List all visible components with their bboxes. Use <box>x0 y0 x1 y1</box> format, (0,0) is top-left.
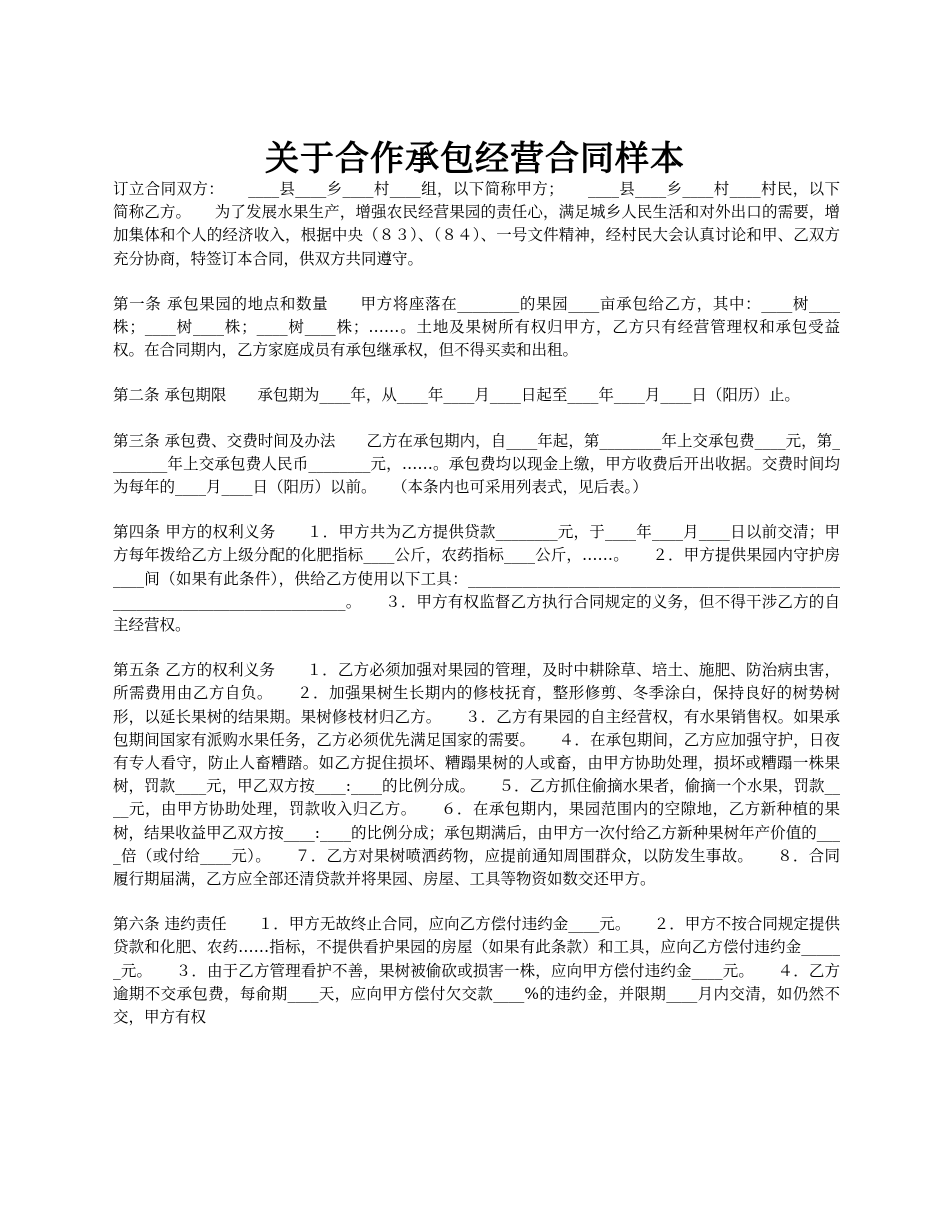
paragraph-article-5: 第五条 乙方的权利义务 １．乙方必须加强对果园的管理，及时中耕除草、培土、施肥、防治病虫害，所需费用由乙方自负。 ２．加强果树生长期内的修枝抚育，整形修剪、冬季涂白，保持良好的树势树形，以延长果树的结果期。果树修枝材归乙方。 ３．乙方有果园的自主经营权，有水果销售权。如果承包期间国家有派购水果任务，乙方必须优先满足国家的需要。 ４．在承包期间，乙方应加强守护，日夜有专人看守，防止人畜糟踏。如乙方捉住损坏、糟蹋果树的人或畜，由甲方协助处理，损坏或糟蹋一株果树，罚款____元，甲乙双方按____:____的比例分成。 ５．乙方抓住偷摘水果者，偷摘一个水果，罚款____元，由甲方协助处理，罚款收入归乙方。 ６．在承包期内，果园范围内的空隙地，乙方新种植的果树，结果收益甲乙双方按____:____的比例分成；承包期满后，由甲方一次付给乙方新种果树年产价值的____倍（或付给____元）。 ７．乙方对果树喷洒药物，应提前通知周围群众，以防发生事故。 ８．合同履行期届满，乙方应全部还清贷款并将果园、房屋、工具等物资如数交还甲方。 <box>113 661 840 889</box>
paragraph-article-1: 第一条 承包果园的地点和数量 甲方将座落在________的果园____亩承包给乙方，其中：____树____株；____树____株；____树____株；……。土地及果树所有权归甲方，乙方只有经营管理权和承包受益权。在合同期内，乙方家庭成员有承包继承权，但不得买卖和出租。 <box>113 294 840 360</box>
paragraph-article-4: 第四条 甲方的权利义务 １．甲方共为乙方提供贷款________元，于____年____月____日以前交清；甲方每年拨给乙方上级分配的化肥指标____公斤，农药指标____公斤，……。 ２．甲方提供果园内守护房____间（如果有此条件），供给乙方使用以下工具：______________________________________________________________________________。 ３．甲方有权监督乙方执行合同规定的义务，但不得干涉乙方的自主经营权。 <box>113 523 840 635</box>
paragraph-parties: 订立合同双方： ____县____乡____村____组，以下简称甲方； ____县____乡____村____村民，以下简称乙方。 为了发展水果生产，增强农民经营果园的责任心，满足城乡人民生活和对外出口的需要，增加集体和个人的经济收入，根据中央（８３）、（８４）、一号文件精神，经村民大会认真讨论和甲、乙双方充分协商，特签订本合同，供双方共同遵守。 <box>113 180 840 268</box>
document-body <box>113 178 840 1051</box>
document-title: 关于合作承包经营合同样本 <box>265 138 685 179</box>
paragraph-article-2: 第二条 承包期限 承包期为____年，从____年____月____日起至____年____月____日（阳历）止。 <box>113 386 800 405</box>
paragraph-article-6: 第六条 违约责任 １．甲方无故终止合同，应向乙方偿付违约金____元。 ２．甲方不按合同规定提供贷款和化肥、农药……指标，不提供看护果园的房屋（如果有此条款）和工具，应向乙方偿付违约金______元。 ３．由于乙方管理看护不善，果树被偷砍或损害一株，应向甲方偿付违约金____元。 ４．乙方逾期不交承包费，每俞期____天，应向甲方偿付欠交款____%的违约金，并限期____月内交清，如仍然不交，甲方有权 <box>113 915 840 1027</box>
paragraph-article-3: 第三条 承包费、交费时间及办法 乙方在承包期内，自____年起，第________年上交承包费____元，第________年上交承包费人民币________元，……。承包费均以现金上缴，甲方收费后开出收据。交费时间均为每年的____月____日（阳历）以前。 （本条内也可采用列表式，见后表。） <box>113 431 840 497</box>
